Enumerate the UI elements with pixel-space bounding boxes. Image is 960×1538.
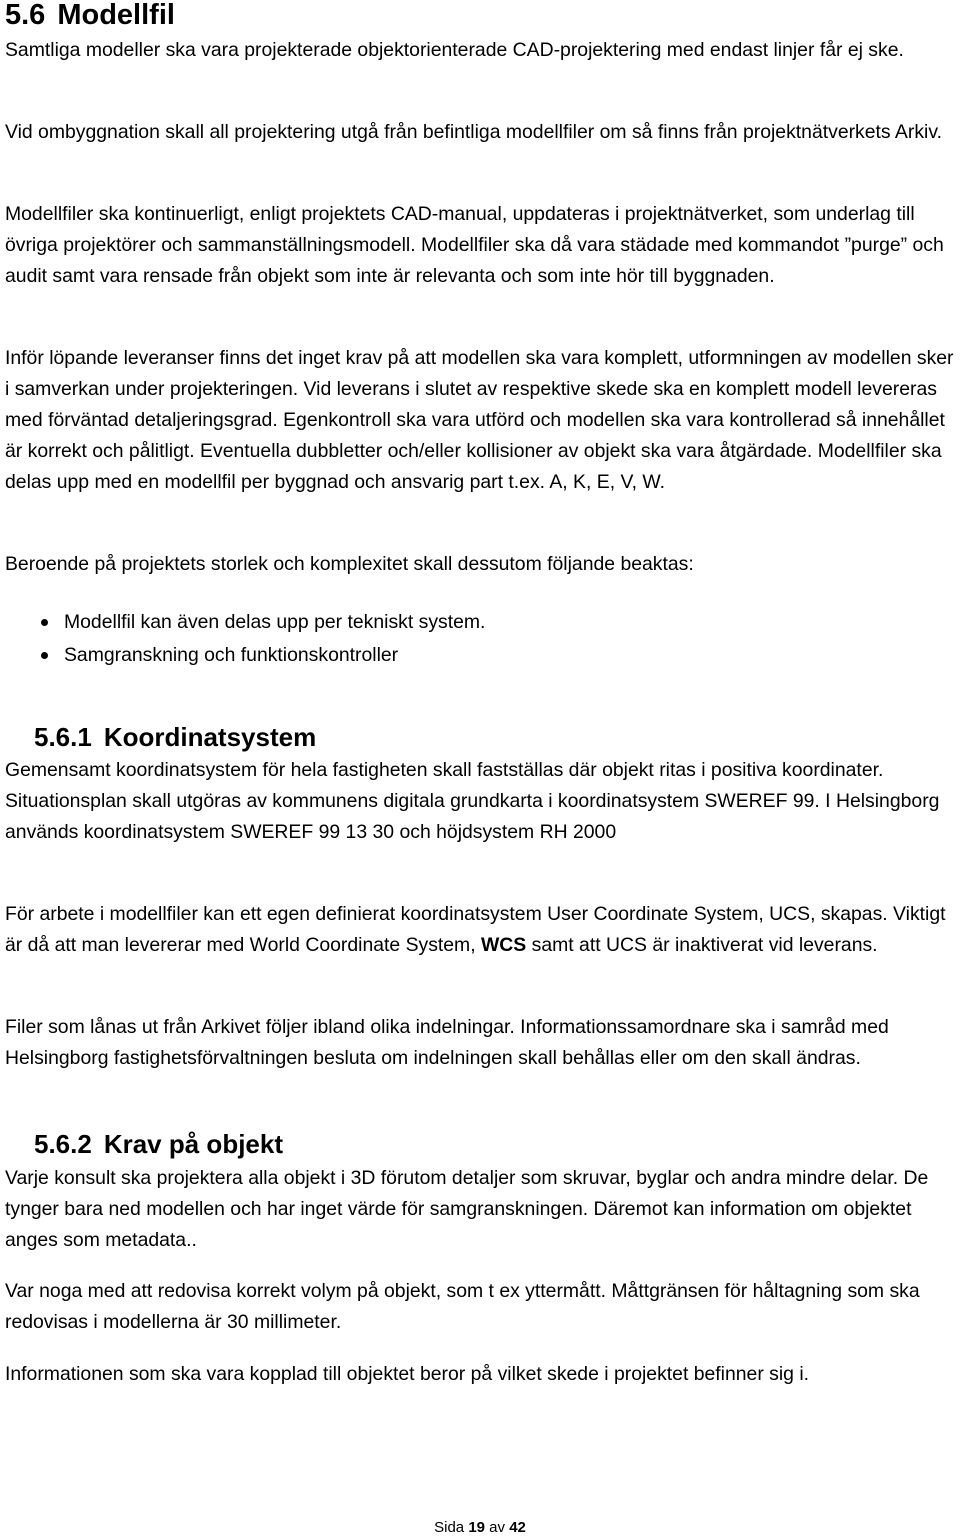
footer-separator: av — [489, 1519, 506, 1536]
page-footer — [0, 1518, 960, 1538]
paragraph-ombyggnation: Vid ombyggnation skall all projektering utgå från befintliga modellfiler om så finns från projektnätverkets Arkiv. — [5, 121, 942, 143]
paragraph-leveranser: Inför löpande leveranser finns det inget krav på att modellen ska vara komplett, utformningen av modellen sker i samverkan under projekteringen. Vid leverans i slutet av respektive skede ska en komplett modell levereras med förväntad detaljeringsgrad. Egenkontroll ska vara utförd och modellen ska vara kontrollerad så innehållet är korrekt och pålitligt. Eventuella dubbletter och/eller kollisioner av objekt ska vara åtgärdade. Modellfiler ska delas upp med en modellfil per byggnad och ansvarig part t.ex. A, K, E, V, W. — [5, 347, 954, 493]
paragraph-arkivet: Filer som lånas ut från Arkivet följer ibland olika indelningar. Informationssamordnare ska i samråd med Helsingborg fastighetsförvaltningen besluta om indelningen skall behållas eller om den skall ändras. — [5, 1016, 889, 1069]
section-heading — [5, 0, 175, 32]
list-item-text: Modellfil kan även delas upp per tekniskt system. — [64, 611, 486, 633]
list-item-text: Samgranskning och funktionskontroller — [64, 643, 399, 666]
bullet-list — [0, 606, 960, 671]
subsection-number: 5.6.1 — [34, 722, 92, 752]
paragraph-ucs-text: För arbete i modellfiler kan ett egen definierat koordinatsystem User Coordinate System, UCS, skapas. Viktigt är då att man levererar med World Coordinate System, — [5, 903, 946, 956]
subsection-title: Koordinatsystem — [103, 722, 317, 752]
paragraph-modellfiler-update: Modellfiler ska kontinuerligt, enligt projektets CAD-manual, uppdateras i projektnätverket, som underlag till övriga projektörer och sammanställningsmodell. Modellfiler ska då vara städade med kommandot ”purge” och audit samt vara rensade från objekt som inte är relevanta och som inte hör till byggnaden. — [5, 203, 944, 287]
bullet-icon — [41, 619, 48, 626]
footer-page-number: 19 — [468, 1519, 485, 1536]
section-number: 5.6 — [5, 0, 46, 31]
footer-prefix: Sida — [434, 1519, 465, 1536]
paragraph-beroende: Beroende på projektets storlek och komplexitet skall dessutom följande beaktas: — [5, 553, 694, 575]
list-item — [0, 606, 960, 639]
paragraph-cad-requirement: Samtliga modeller ska vara projekterade objektorienterade CAD-projektering med endast linjer får ej ske. — [5, 39, 904, 61]
subsection-heading-krav-pa-objekt — [34, 1129, 283, 1159]
subsection-number: 5.6.2 — [34, 1129, 92, 1159]
paragraph-ucs-text-end: samt att UCS är inaktiverat vid leverans. — [526, 934, 878, 956]
paragraph-ucs — [5, 899, 960, 961]
subsection-title: Krav på objekt — [103, 1129, 283, 1159]
bullet-icon — [41, 652, 48, 659]
list-item — [0, 639, 960, 672]
paragraph-volym: Var noga med att redovisa korrekt volym på objekt, som t ex yttermått. Måttgränsen för håltagning som ska redovisas i modellerna är 30 millimeter. — [5, 1280, 920, 1333]
footer-total-pages: 42 — [509, 1519, 526, 1536]
paragraph-koordinater: Gemensamt koordinatsystem för hela fastigheten skall fastställas där objekt ritas i positiva koordinater. Situationsplan skall utgöras av kommunens digitala grundkarta i koordinatsystem SWEREF 99. I Helsingborg används koordinatsystem SWEREF 99 13 30 och höjdsystem RH 2000 — [5, 759, 940, 843]
section-title: Modellfil — [57, 0, 175, 31]
paragraph-information: Informationen som ska vara kopplad till objektet beror på vilket skede i projektet befinner sig i. — [5, 1363, 810, 1385]
wcs-bold: WCS — [481, 934, 527, 956]
paragraph-3d-objekt: Varje konsult ska projektera alla objekt i 3D förutom detaljer som skruvar, byglar och andra mindre delar. De tynger bara ned modellen och har inget värde för samgranskningen. Däremot kan information om objektet anges som metadata.. — [5, 1167, 929, 1251]
subsection-heading-koordinatsystem — [34, 722, 316, 752]
